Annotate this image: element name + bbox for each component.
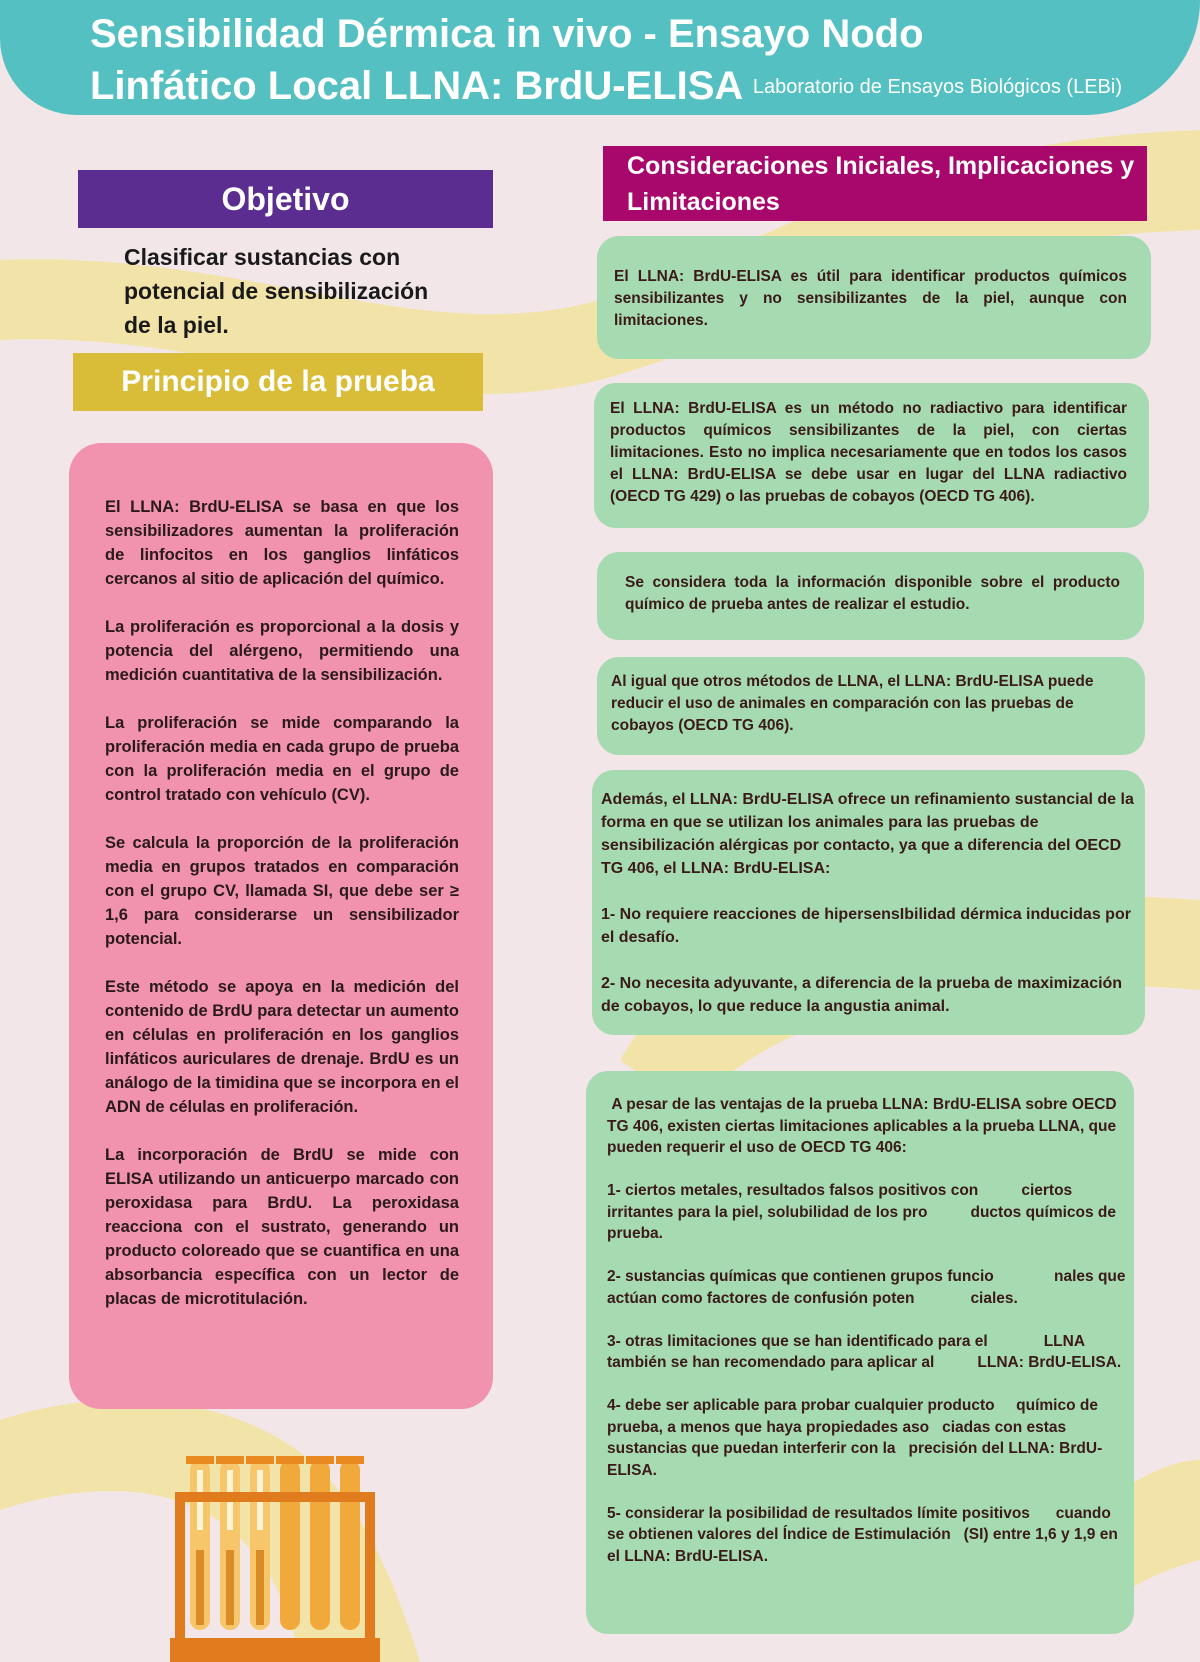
principio-paragraph: Este método se apoya en la medición del contenido de BrdU para detectar un aumento en células en proliferación en los ganglios linfáticos auriculares de drenaje. BrdU es un análogo de la timidina que se incorpora en el ADN de células en proliferación. [105, 978, 459, 1116]
limitaciones-box [586, 1071, 1134, 1634]
consideracion-item: 2- No necesita adyuvante, a diferencia de la prueba de maximización de cobayos, lo que reduce la angustia animal. [601, 975, 1123, 1015]
objetivo-text: Clasificar sustancias con potencial de sensibilización de la piel. [124, 244, 429, 338]
consideracion-text: El LLNA: BrdU-ELISA es un método no radiactivo para identificar productos químicos sensibilizantes de la piel, con ciertas limitaciones. Esto no implica necesariamente que en todos los casos el LLNA: BrdU-ELISA se debe usar en lugar del LLNA radiactivo (OECD TG 429) o las pruebas de cobayos (OECD TG 406). [610, 400, 1127, 505]
principio-paragraph: Se calcula la proporción de la proliferación media en grupos tratados en comparación con el grupo CV, llamada SI, que debe ser ≥ 1,6 para considerarse un sensibilizador potencial. [105, 834, 459, 948]
limitacion-item: 3- otras limitaciones que se han identificado para el LLNA también se han recomendado para aplicar al LLNA: BrdU-ELISA. [607, 1332, 1122, 1371]
page-title: Sensibilidad Dérmica in vivo - Ensayo Nodo Linfático Local LLNA: BrdU-ELISA [90, 12, 924, 108]
principio-paragraph: La proliferación es proporcional a la dosis y potencia del alérgeno, permitiendo una medición cuantitativa de la sensibilización. [105, 618, 459, 684]
principio-paragraph: La incorporación de BrdU se mide con ELISA utilizando un anticuerpo marcado con peroxidasa para BrdU. La peroxidasa reacciona con el sustrato, generando un producto coloreado que se cuantifica en una absorbancia específica con un lector de placas de microtitulación. [105, 1146, 459, 1308]
lab-name: Laboratorio de Ensayos Biológicos (LEBi) [752, 76, 1122, 98]
consideracion-item: 1- No requiere reacciones de hipersensIbilidad dérmica inducidas por el desafío. [601, 906, 1131, 946]
limitacion-item: 1- ciertos metales, resultados falsos positivos con ciertos irritantes para la piel, solubilidad de los pro ductos químicos de prueba. [607, 1182, 1121, 1242]
consideraciones-heading: Consideraciones Iniciales, Implicaciones y Limitaciones [603, 146, 1147, 221]
principio-paragraph: El LLNA: BrdU-ELISA se basa en que los sensibilizadores aumentan la proliferación de linfocitos en los ganglios linfáticos cercanos al sitio de aplicación del químico. [105, 498, 459, 588]
consideracion-box-1 [597, 236, 1151, 359]
limitacion-item: 4- debe ser aplicable para probar cualquier producto químico de prueba, a menos que haya propiedades aso ciadas con estas sustancias que puedan interferir con la precisión del LLNA: BrdU-ELISA. [607, 1397, 1103, 1479]
limitacion-item: 2- sustancias químicas que contienen grupos funcio nales que actúan como factores de confusión poten ciales. [607, 1268, 1130, 1307]
principio-paragraph: La proliferación se mide comparando la proliferación media en cada grupo de prueba con la proliferación media en el grupo de control tratado con vehículo (CV). [105, 714, 459, 804]
limitacion-item: 5- considerar la posibilidad de resultados límite positivos cuando se obtienen valores del Índice de Estimulación (SI) entre 1,6 y 1,9 en el LLNA: BrdU-ELISA. [607, 1504, 1123, 1565]
objetivo-heading: Objetivo [78, 170, 493, 228]
consideracion-text: Se considera toda la información disponible sobre el producto químico de prueba antes de realizar el estudio. [625, 574, 1120, 613]
limitaciones-intro: A pesar de las ventajas de la prueba LLNA: BrdU-ELISA sobre OECD TG 406, existen ciertas limitaciones aplicables a la prueba LLNA, que pueden requerir el uso de OECD TG 406: [607, 1096, 1121, 1156]
consideracion-box-3 [597, 552, 1144, 640]
consideracion-box-2 [594, 383, 1149, 528]
consideracion-box-4 [597, 657, 1145, 755]
principio-text [105, 495, 459, 1335]
principio-box [69, 443, 493, 1409]
consideracion-text: Al igual que otros métodos de LLNA, el LLNA: BrdU-ELISA puede reducir el uso de animales en comparación con las pruebas de cobayos (OECD TG 406). [611, 673, 1094, 734]
consideracion-text: Además, el LLNA: BrdU-ELISA ofrece un refinamiento sustancial de la forma en que se utilizan los animales para las pruebas de sensibilización alérgicas por contacto, ya que a diferencia del OECD TG 406, el LLNA: BrdU-ELISA: [601, 791, 1134, 877]
principio-heading: Principio de la prueba [73, 353, 483, 411]
test-tube-rack-icon [170, 1450, 380, 1662]
consideracion-text: El LLNA: BrdU-ELISA es útil para identificar productos químicos sensibilizantes y no sensibilizantes de la piel, aunque con limitaciones. [614, 268, 1127, 329]
consideracion-box-5 [592, 770, 1145, 1035]
